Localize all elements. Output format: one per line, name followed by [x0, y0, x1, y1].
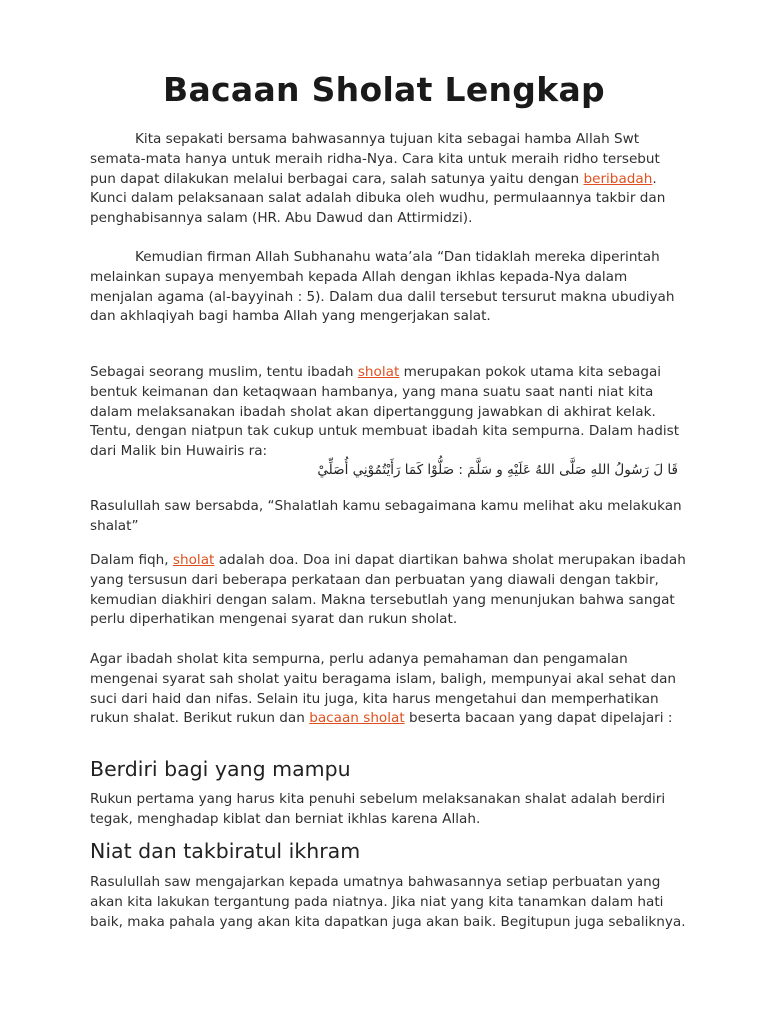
- paragraph-text: adalah doa. Doa ini dapat diartikan bahwa sholat merupakan ibadah yang tersusun dari beberapa perkataan dan perbuatan yang diawali dengan takbir, kemudian diakhiri dengan salam. Makna tersebutlah yang menunjukan bahwa sangat perlu diperhatikan mengenai syarat dan rukun sholat.: [90, 552, 686, 628]
- paragraph-muslim: [90, 363, 690, 462]
- paragraph-niat: Rasulullah saw mengajarkan kepada umatnya bahwasannya setiap perbuatan yang akan kita lakukan tergantung pada niatnya. Jika niat yang kita tanamkan dalam hati baik, maka pahala yang akan kita dapatkan juga akan baik. Begitupun juga sebaliknya.: [90, 874, 686, 930]
- paragraph-berdiri: Rukun pertama yang harus kita penuhi sebelum melaksanakan shalat adalah berdiri tegak, menghadap kiblat dan berniat ikhlas karena Allah.: [90, 791, 666, 827]
- paragraph-sabda: Rasulullah saw bersabda, “Shalatlah kamu sebagaimana kamu melihat aku melakukan shalat”: [90, 498, 682, 534]
- paragraph-text: Sebagai seorang muslim, tentu ibadah: [90, 364, 358, 380]
- paragraph-text: Kita sepakati bersama bahwasannya tujuan kita sebagai hamba Allah Swt semata-mata hanya untuk meraih ridha-Nya. Cara kita untuk meraih ridho tersebut pun dapat dilakukan melalui berbagai cara, salah satunya yaitu dengan: [90, 131, 660, 187]
- paragraph-intro: [90, 130, 690, 229]
- page-title: Bacaan Sholat Lengkap: [163, 70, 605, 109]
- paragraph-firman: Kemudian firman Allah Subhanahu wata’ala “Dan tidaklah mereka diperintah melainkan supaya menyembah kepada Allah dengan ikhlas kepada-Nya dalam menjalan agama (al-bayyinah : 5). Dalam dua dalil tersebut tersurut makna ubudiyah dan akhlaqiyah bagi hamba Allah yang mengerjakan salat.: [90, 249, 675, 325]
- heading-niat: Niat dan takbiratul ikhram: [90, 839, 361, 863]
- link-sholat[interactable]: sholat: [357, 364, 400, 380]
- paragraph-text: Dalam fiqh,: [90, 552, 173, 568]
- paragraph-syarat: [90, 650, 690, 729]
- paragraph-text: beserta bacaan yang dapat dipelajari :: [404, 710, 673, 727]
- paragraph-fiqh: [90, 551, 690, 630]
- arabic-hadith: قَا لَ رَسُولُ اللهِ صَلَّى اللهُ عَلَيْهِ و سَلَّمَ : صَلُّوْا كَمَا رَأَيْتُمُوْنِي أُصَلِّيْ: [317, 462, 678, 478]
- link-sholat-fiqh[interactable]: sholat: [172, 552, 215, 568]
- paragraph-text: merupakan pokok utama kita sebagai bentuk keimanan dan ketaqwaan hambanya, yang mana suatu saat nanti niat kita dalam melaksanakan ibadah sholat akan dipertanggung jawabkan di akhirat kelak. Tentu, dengan niatpun tak cukup untuk membuat ibadah kita sempurna. Dalam hadist dari Malik bin Huwairis ra:: [90, 364, 680, 460]
- link-beribadah[interactable]: beribadah: [583, 170, 653, 187]
- paragraph-text: Agar ibadah sholat kita sempurna, perlu adanya pemahaman dan pengamalan mengenai syarat sah sholat yaitu beragama islam, baligh, mempunyai akal sehat dan suci dari haid dan nifas. Selain itu juga, kita harus mengetahui dan memperhatikan rukun shalat. Berikut rukun dan: [90, 651, 677, 727]
- paragraph-text: . Kunci dalam pelaksanaan salat adalah dibuka oleh wudhu, permulaannya takbir dan penghabisannya salam (HR. Abu Dawud dan Attirmidzi).: [90, 170, 666, 227]
- link-bacaan-sholat[interactable]: bacaan sholat: [309, 710, 405, 727]
- heading-berdiri: Berdiri bagi yang mampu: [90, 757, 351, 781]
